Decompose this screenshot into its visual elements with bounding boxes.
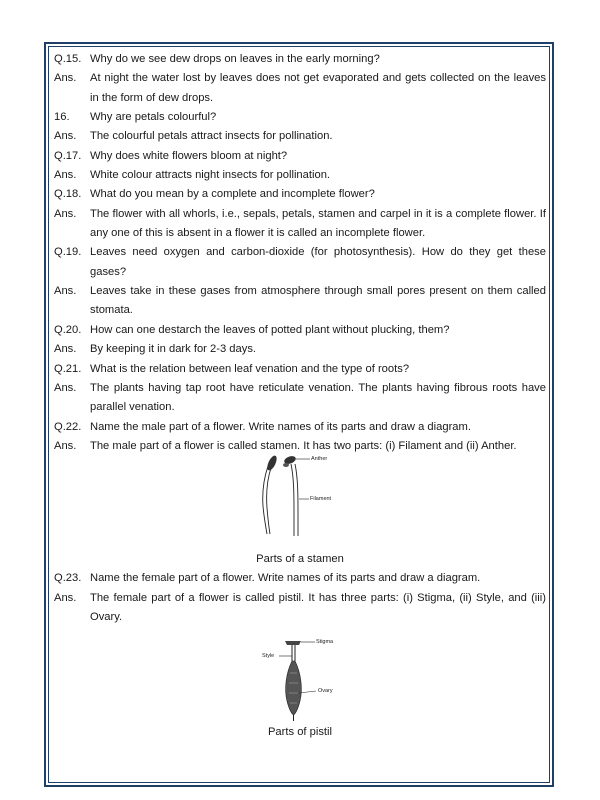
answer-row	[54, 69, 546, 108]
stigma-label: Stigma	[316, 639, 334, 646]
answer-row	[54, 127, 546, 146]
question-number: Q.21.	[54, 362, 82, 375]
question-row	[54, 569, 546, 588]
pistil-figure	[54, 631, 546, 723]
answer-text: The female part of a flower is called pistil. It has three parts: (i) Stigma, (ii) Style, and (iii) Ovary.	[90, 591, 546, 623]
answer-label: Ans.	[54, 591, 77, 604]
filament-label: Filament	[310, 496, 332, 503]
answer-label: Ans.	[54, 439, 77, 452]
question-text: What is the relation between leaf venation and the type of roots?	[90, 362, 410, 375]
ovary-label: Ovary	[318, 688, 333, 695]
answer-text: White colour attracts night insects for pollination.	[90, 169, 331, 182]
answer-row	[54, 340, 546, 359]
question-text: Leaves need oxygen and carbon-dioxide (for photosynthesis). How do they get these gases?	[90, 246, 546, 278]
stamen-figure	[54, 456, 546, 542]
answer-row	[54, 589, 546, 628]
answer-label: Ans.	[54, 285, 77, 298]
question-number: Q.15.	[54, 53, 82, 65]
answer-label: Ans.	[54, 381, 77, 394]
answer-label: Ans.	[54, 72, 77, 85]
question-row	[54, 243, 546, 282]
question-number: Q.22.	[54, 420, 82, 433]
answer-row	[54, 437, 546, 456]
question-row	[54, 321, 546, 340]
question-text: What do you mean by a complete and incomplete flower?	[90, 188, 375, 201]
question-text: Why are petals colourful?	[90, 111, 217, 124]
answer-text: The plants having tap root have reticulate venation. The plants having fibrous roots have parallel venation.	[90, 381, 546, 414]
question-number: 16.	[54, 111, 70, 124]
question-row	[54, 108, 546, 127]
answer-row	[54, 282, 546, 321]
style-label: Style	[262, 653, 275, 660]
answer-row	[54, 379, 546, 418]
answer-text: At night the water lost by leaves does not get evaporated and gets collected on the leaves in the form of dew drops.	[90, 72, 546, 104]
stamen-diagram	[54, 456, 546, 542]
question-number: Q.23.	[54, 572, 82, 585]
qa-content	[54, 50, 546, 742]
answer-label: Ans.	[54, 207, 77, 220]
question-number: Q.17.	[54, 149, 82, 162]
answer-row	[54, 205, 546, 244]
question-number: Q.20.	[54, 323, 82, 336]
answer-row	[54, 166, 546, 185]
question-row	[54, 360, 546, 379]
question-text: Why does white flowers bloom at night?	[90, 149, 288, 162]
question-row	[54, 50, 546, 69]
question-number: Q.19.	[54, 246, 82, 259]
question-text: Name the male part of a flower. Write names of its parts and draw a diagram.	[90, 420, 471, 433]
answer-text: By keeping it in dark for 2-3 days.	[90, 343, 257, 356]
question-row	[54, 147, 546, 166]
anther-label: Anther	[311, 456, 328, 463]
question-text: How can one destarch the leaves of potted plant without plucking, them?	[90, 323, 450, 336]
question-text: Name the female part of a flower. Write names of its parts and draw a diagram.	[90, 572, 481, 585]
answer-text: Leaves take in these gases from atmosphere through small pores present on them called stomata.	[90, 285, 546, 317]
question-number: Q.18.	[54, 188, 82, 201]
answer-label: Ans.	[54, 130, 77, 143]
answer-text: The flower with all whorls, i.e., sepals, petals, stamen and carpel in it is a complete flower. If any one of this is absent in a flower it is called an incomplete flower.	[90, 207, 546, 240]
answer-label: Ans.	[54, 343, 77, 356]
question-row	[54, 185, 546, 204]
answer-text: The colourful petals attract insects for pollination.	[90, 130, 333, 143]
stamen-caption: Parts of a stamen	[256, 553, 344, 566]
pistil-diagram	[54, 631, 546, 723]
pistil-caption: Parts of pistil	[267, 726, 333, 739]
question-text: Why do we see dew drops on leaves in the early morning?	[90, 53, 380, 65]
answer-text: The male part of a flower is called stamen. It has two parts: (i) Filament and (ii) Anther.	[90, 439, 517, 452]
question-row	[54, 418, 546, 437]
answer-label: Ans.	[54, 169, 77, 182]
